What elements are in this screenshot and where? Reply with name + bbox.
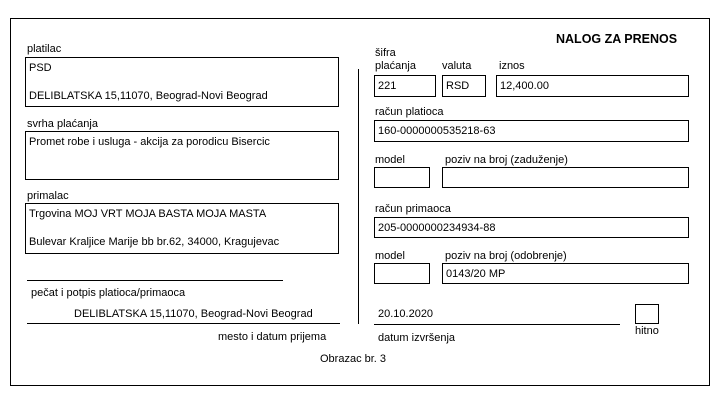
debit-reference-field[interactable] — [442, 167, 689, 188]
recipient-address: Bulevar Kraljice Marije bb br.62, 34000, Kragujevac — [29, 236, 280, 248]
currency-value: RSD — [446, 80, 470, 92]
column-divider — [358, 69, 359, 324]
recipient-field[interactable] — [25, 203, 339, 254]
currency-field[interactable] — [442, 75, 486, 97]
payer-address: DELIBLATSKA 15,11070, Beograd-Novi Beograd — [29, 90, 268, 102]
execution-date-value: 20.10.2020 — [378, 308, 434, 320]
place-date-line — [27, 323, 340, 324]
form-title: NALOG ZA PRENOS — [556, 32, 678, 46]
credit-model-field[interactable] — [374, 263, 430, 284]
amount-field[interactable] — [496, 75, 689, 97]
credit-reference-label: poziv na broj (odobrenje) — [445, 250, 567, 262]
payment-code-value: 221 — [378, 80, 397, 92]
credit-reference-field[interactable] — [442, 263, 689, 284]
signature-label: pečat i potpis platioca/primaoca — [31, 287, 186, 299]
payment-order-form — [10, 18, 710, 386]
credit-model-label: model — [375, 250, 405, 262]
payment-code-label-1: šifra — [375, 47, 396, 59]
place-date-value: DELIBLATSKA 15,11070, Beograd-Novi Beograd — [74, 308, 313, 320]
debit-model-field[interactable] — [374, 167, 430, 188]
execution-date-line — [374, 324, 620, 325]
debit-reference-label: poziv na broj (zaduženje) — [445, 154, 568, 166]
recipient-name: Trgovina MOJ VRT MOJA BASTA MOJA MASTA — [29, 208, 267, 220]
payer-account-value: 160-0000000535218-63 — [378, 125, 496, 137]
place-date-label: mesto i datum prijema — [218, 331, 327, 343]
payment-code-field[interactable] — [374, 75, 436, 97]
payer-account-label: račun platioca — [375, 106, 444, 118]
credit-reference-value: 0143/20 MP — [446, 268, 506, 280]
recipient-account-field[interactable] — [374, 217, 689, 238]
payer-account-field[interactable] — [374, 120, 689, 142]
payer-label: platilac — [27, 43, 62, 55]
urgent-label: hitno — [635, 325, 659, 337]
payer-field[interactable] — [25, 57, 339, 107]
recipient-label: primalac — [27, 190, 69, 202]
urgent-checkbox[interactable] — [635, 304, 659, 324]
purpose-text: Promet robe i usluga - akcija za porodicu Bisercic — [29, 136, 270, 148]
payment-code-label-2: plaćanja — [375, 60, 416, 72]
purpose-label: svrha plaćanja — [27, 118, 98, 130]
recipient-account-value: 205-0000000234934-88 — [378, 222, 496, 234]
debit-model-label: model — [375, 154, 405, 166]
amount-value: 12,400.00 — [500, 80, 549, 92]
signature-line — [27, 280, 283, 281]
purpose-field[interactable] — [25, 131, 339, 180]
payer-name: PSD — [29, 62, 52, 74]
recipient-account-label: račun primaoca — [375, 203, 451, 215]
currency-label: valuta — [442, 60, 472, 72]
form-number: Obrazac br. 3 — [320, 353, 387, 365]
amount-label: iznos — [499, 60, 525, 72]
execution-date-label: datum izvršenja — [378, 332, 456, 344]
